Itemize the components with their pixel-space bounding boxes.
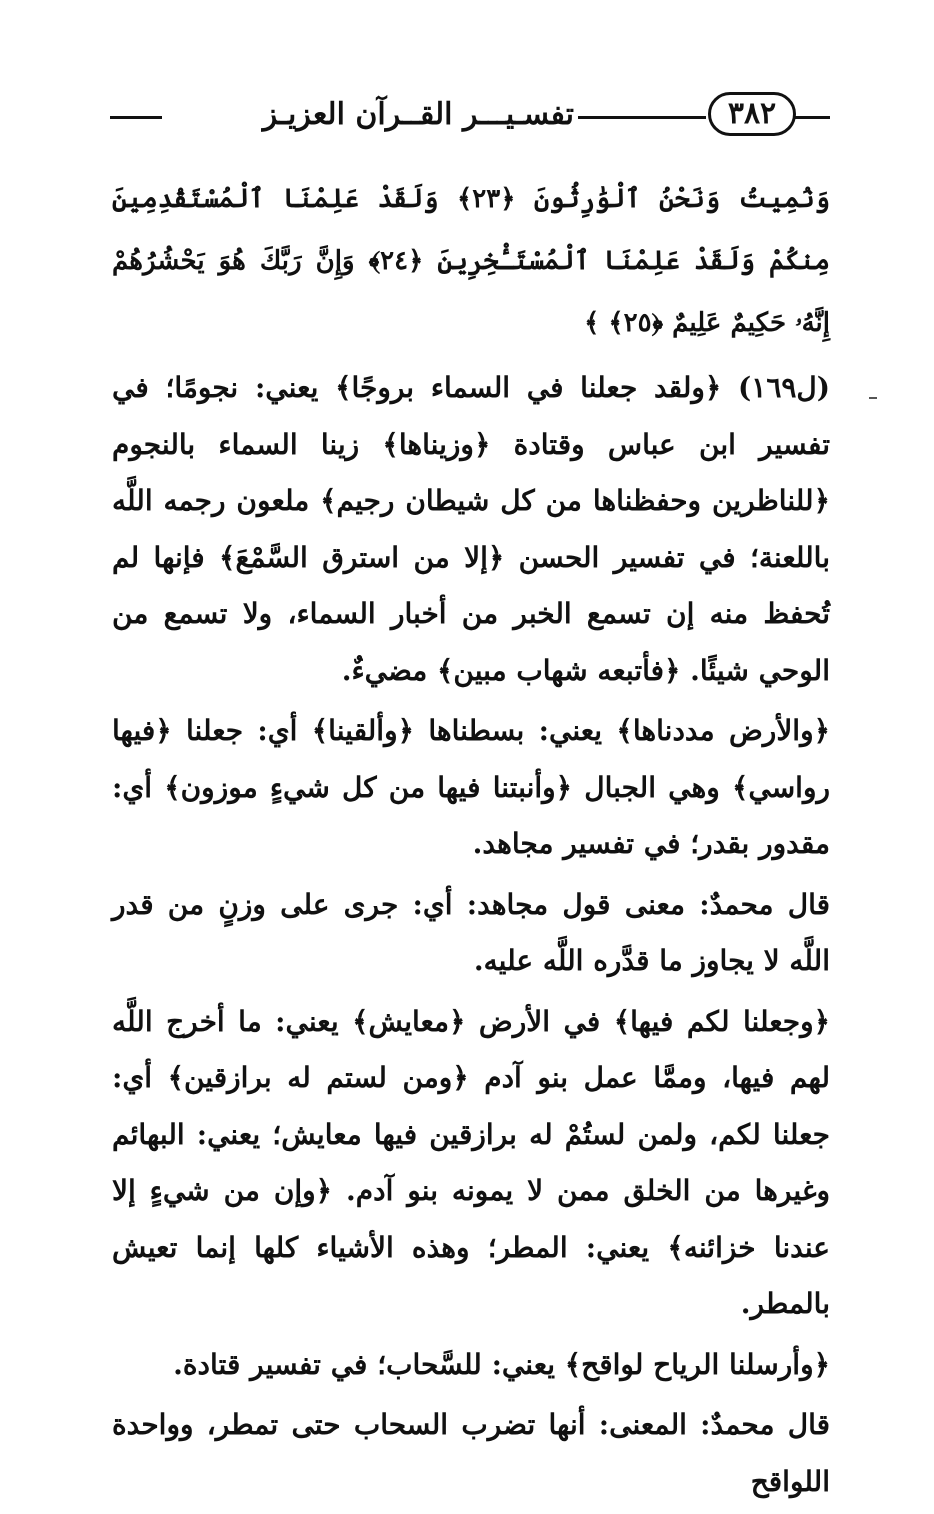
paragraph-winds: ﴿وأرسلنا الرياح لواقح﴾ يعني: للسَّحاب؛ في تفسير قتادة.	[173, 1347, 830, 1381]
paragraph-muhammad-comment-1: قال محمدٌ: معنى قول مجاهد: أي: جرى على وزنٍ من قدر اللَّه لا يجاوز ما قدَّره اللَّه عليه.	[112, 887, 830, 977]
page-number: ٣٨٢	[708, 92, 796, 136]
paragraph-muhammad-comment-2: قال محمدٌ: المعنى: أنها تضرب السحاب حتى تمطر، وواحدة اللواقح	[112, 1408, 830, 1498]
page-body	[112, 168, 830, 1514]
book-title: تفسـيـــر القــرآن العزيـز	[262, 97, 574, 132]
paragraph-stars: (ل١٦٩) ﴿ولقد جعلنا في السماء بروجًا﴾ يعني: نجومًا؛ في تفسير ابن عباس وقتادة ﴿وزيناها﴾ زينا السماء بالنجوم ﴿للناظرين وحفظناها من كل شيطان رجيم﴾ ملعون رجمه اللَّه باللعنة؛ في تفسير الحسن ﴿إلا من استرق السَّمْعَ﴾ فإنها لم تُحفظ منه إن تسمع الخبر من أخبار السماء، ولا تسمع من الوحي شيئًا. ﴿فأتبعه شهاب مبين﴾ مضيءٌ.	[112, 371, 830, 687]
paragraph-livelihoods: ﴿وجعلنا لكم فيها﴾ في الأرض ﴿معايش﴾ يعني: ما أخرج اللَّه لهم فيها، وممَّا عمل بنو آدم ﴿ومن لستم له برازقين﴾ أي: جعلنا لكم، ولمن لستُمْ له برازقين فيها معايش؛ يعني: البهائم وغيرها من الخلق ممن لا يمونه بنو آدم. ﴿وإن من شيءٍ إلا عندنا خزائنه﴾ يعني: المطر؛ وهذه الأشياء كلها إنما تعيش بالمطر.	[112, 1004, 830, 1320]
page-header	[110, 88, 830, 144]
header-rule-right	[794, 116, 830, 119]
header-rule-middle	[578, 116, 706, 119]
quran-verses: وَنُمِيتُ وَنَحْنُ ٱلْوَٰرِثُونَ ﴿٢٣﴾ وَلَقَدْ عَلِمْنَا ٱلْمُسْتَقْدِمِينَ مِنكُمْ وَلَقَدْ عَلِمْنَا ٱلْمُسْتَـْٔخِرِينَ ﴿٢٤﴾ وَإِنَّ رَبَّكَ هُوَ يَحْشُرُهُمْ إِنَّهُۥ حَكِيمٌ عَلِيمٌ ﴿٢٥﴾ ﴾	[112, 184, 830, 338]
scan-artifact-mark	[869, 397, 877, 399]
header-rule-left	[110, 116, 162, 119]
paragraph-earth: ﴿والأرض مددناها﴾ يعني: بسطناها ﴿وألقينا﴾ أي: جعلنا ﴿فيها رواسي﴾ وهي الجبال ﴿وأنبتنا فيها من كل شيءٍ موزون﴾ أي: مقدور بقدر؛ في تفسير مجاهد.	[112, 714, 830, 860]
